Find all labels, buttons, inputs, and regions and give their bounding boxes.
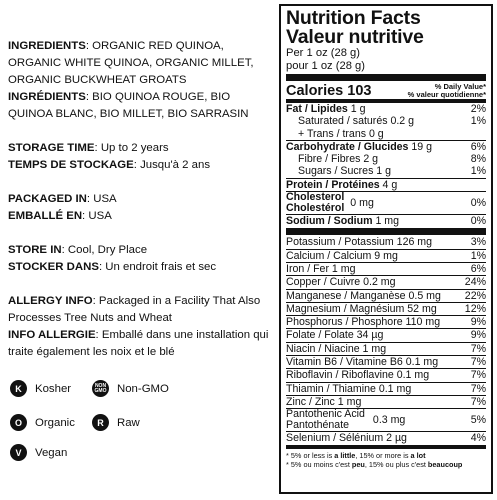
- nutrition-title-fr: Valeur nutritive: [286, 26, 424, 48]
- fat-amount: 1 g: [347, 103, 366, 115]
- ingredients-text: : ORGANIC RED QUINOA, ORGANIC WHITE QUINOA, ORGANIC MILLET, ORGANIC BUCKWHEAT GROATS: [8, 40, 254, 86]
- mineral-dv: 7%: [470, 395, 486, 408]
- protein-amount: 4 g: [379, 178, 398, 191]
- fibre-dv: 8%: [470, 153, 486, 166]
- selenium-dv: 4%: [470, 432, 486, 445]
- mineral-label: Thiamin / Thiamine 0.1 mg: [286, 382, 412, 395]
- mineral-row: [286, 236, 486, 248]
- mineral-dv: 24%: [464, 276, 486, 289]
- mineral-row: [286, 369, 486, 381]
- selenium-row: [286, 432, 486, 444]
- daily-value-header: [408, 83, 486, 99]
- store-fr-text: : Un endroit frais et sec: [98, 261, 217, 273]
- pantothenic-row: [286, 409, 486, 431]
- mineral-label: Copper / Cuivre 0.2 mg: [286, 276, 396, 289]
- store-text: : Cool, Dry Place: [61, 244, 148, 256]
- packaged-fr-label: EMBALLÉ EN: [8, 210, 83, 222]
- nutrition-title-en: Nutrition Facts: [286, 7, 421, 29]
- mineral-row: [286, 303, 486, 315]
- cholesterol-amount: 0 mg: [350, 197, 374, 210]
- calories-row: [286, 83, 486, 99]
- mineral-row: [286, 343, 486, 355]
- ingredients-block: [8, 38, 276, 123]
- sugars-dv: 1%: [470, 165, 486, 178]
- storage-text: : Up to 2 years: [94, 142, 169, 154]
- organic-badge: [10, 414, 75, 431]
- organic-label: Organic: [35, 416, 75, 429]
- saturated-dv: 1%: [470, 115, 486, 128]
- fat-dv: 2%: [470, 103, 486, 115]
- carb-row: [286, 141, 486, 153]
- vegan-icon: V: [10, 444, 27, 461]
- kosher-badge: [10, 380, 71, 397]
- nongmo-badge: [92, 380, 169, 397]
- cholesterol-label-en: Cholesterol: [286, 191, 345, 204]
- mineral-label: Calcium / Calcium 9 mg: [286, 249, 398, 262]
- ingredients-fr-text: : BIO QUINOA ROUGE, BIO QUINOA BLANC, BIO MILLET, BIO SARRASIN: [8, 91, 249, 120]
- sugars-row: [286, 165, 486, 177]
- sodium-row: [286, 215, 486, 227]
- selenium-label: Selenium / Sélénium 2 µg: [286, 432, 407, 445]
- fat-label: Fat / Lipides: [286, 103, 348, 115]
- mineral-label: Iron / Fer 1 mg: [286, 262, 356, 275]
- protein-row: [286, 179, 486, 191]
- mineral-label: Phosphorus / Phosphore 110 mg: [286, 316, 441, 329]
- cholesterol-label-fr: Cholestérol: [286, 202, 345, 215]
- carb-amount: 19 g: [408, 140, 433, 153]
- mineral-dv: 7%: [470, 382, 486, 395]
- sodium-label: Sodium / Sodium: [286, 215, 373, 228]
- mineral-label: Zinc / Zinc 1 mg: [286, 395, 362, 408]
- storage-fr-label: TEMPS DE STOCKAGE: [8, 159, 134, 171]
- mineral-label: Niacin / Niacine 1 mg: [286, 342, 387, 355]
- serving-en: Per 1 oz (28 g): [286, 47, 360, 59]
- mineral-row: [286, 263, 486, 275]
- fibre-row: [286, 153, 486, 165]
- nongmo-label: Non-GMO: [117, 382, 169, 395]
- mineral-row: [286, 356, 486, 368]
- raw-label: Raw: [117, 416, 140, 429]
- nutrition-facts-panel: [279, 4, 493, 494]
- sodium-dv: 0%: [470, 215, 486, 228]
- sodium-amount: 1 mg: [372, 215, 400, 228]
- mineral-dv: 12%: [464, 302, 486, 315]
- mineral-label: Riboflavin / Riboflavine 0.1 mg: [286, 369, 430, 382]
- mineral-dv: 6%: [470, 262, 486, 275]
- mineral-row: [286, 316, 486, 328]
- cholesterol-row: [286, 192, 486, 214]
- allergy-block: [8, 293, 276, 361]
- saturated-label: Saturated / saturés 0.2 g: [298, 115, 415, 128]
- mineral-dv: 3%: [470, 236, 486, 249]
- panto-label-fr: Pantothénate: [286, 419, 350, 432]
- non-gmo-icon: NON GMO: [92, 380, 109, 397]
- kosher-label: Kosher: [35, 382, 72, 395]
- cholesterol-dv: 0%: [470, 197, 486, 210]
- serving-fr: pour 1 oz (28 g): [286, 59, 365, 72]
- allergy-text: : Packaged in a Facility That Also Processes Tree Nuts and Wheat: [8, 295, 261, 324]
- mineral-row: [286, 250, 486, 262]
- divider: [286, 228, 486, 235]
- raw-icon: R: [92, 414, 109, 431]
- mineral-dv: 9%: [470, 329, 486, 342]
- fat-row: [286, 103, 486, 115]
- sugars-label: Sugars / Sucres 1 g: [298, 165, 392, 178]
- trans-row: [286, 128, 486, 140]
- mineral-label: Magnesium / Magnésium 52 mg: [286, 302, 437, 315]
- saturated-row: [286, 115, 486, 127]
- minerals-list: [286, 236, 486, 409]
- storage-label: STORAGE TIME: [8, 142, 95, 154]
- divider: [286, 74, 486, 81]
- carb-label: Carbohydrate / Glucides: [286, 140, 409, 153]
- mineral-dv: 7%: [470, 369, 486, 382]
- panto-dv: 5%: [470, 414, 486, 427]
- storage-fr-text: : Jusqu'à 2 ans: [133, 159, 211, 171]
- product-info: [8, 38, 276, 378]
- store-block: [8, 242, 276, 276]
- carb-dv: 6%: [470, 140, 486, 153]
- panto-label-en: Pantothenic Acid: [286, 408, 365, 421]
- mineral-row: [286, 290, 486, 302]
- mineral-dv: 22%: [464, 289, 486, 302]
- mineral-dv: 1%: [470, 249, 486, 262]
- ingredients-label: INGREDIENTS: [8, 40, 86, 52]
- calories: Calories 103: [286, 83, 372, 99]
- mineral-dv: 7%: [470, 342, 486, 355]
- mineral-label: Potassium / Potassium 126 mg: [286, 236, 433, 249]
- packaged-fr-text: : USA: [82, 210, 112, 222]
- mineral-label: Vitamin B6 / Vitamine B6 0.1 mg: [286, 356, 439, 369]
- store-fr-label: STOCKER DANS: [8, 261, 99, 273]
- kosher-icon: K: [10, 380, 27, 397]
- packaged-block: [8, 191, 276, 225]
- trans-label: + Trans / trans 0 g: [298, 127, 384, 140]
- allergy-label: ALLERGY INFO: [8, 295, 93, 307]
- allergy-fr-text: : Emballé dans une installation qui traite également les noix et le blé: [8, 329, 269, 358]
- mineral-row: [286, 383, 486, 395]
- dv-fr: % valeur quotidienne*: [407, 90, 486, 99]
- mineral-label: Manganese / Manganèse 0.5 mg: [286, 289, 441, 302]
- footnote: * 5% or less is a little, 15% or more is a lot * 5% ou moins c'est peu, 15% ou plus c'est beaucoup: [286, 450, 463, 469]
- fibre-label: Fibre / Fibres 2 g: [298, 153, 379, 166]
- store-label: STORE IN: [8, 244, 62, 256]
- mineral-row: [286, 396, 486, 408]
- organic-icon: O: [10, 414, 27, 431]
- vegan-badge: [10, 444, 67, 461]
- mineral-row: [286, 276, 486, 288]
- raw-badge: [92, 414, 140, 431]
- packaged-text: : USA: [86, 193, 117, 205]
- mineral-row: [286, 329, 486, 341]
- panto-amount: 0.3 mg: [372, 414, 406, 427]
- ingredients-fr-label: INGRÉDIENTS: [8, 91, 86, 103]
- mineral-dv: 7%: [470, 356, 486, 369]
- packaged-label: PACKAGED IN: [8, 193, 87, 205]
- allergy-fr-label: INFO ALLERGIE: [8, 329, 96, 341]
- protein-label: Protein / Protéines: [286, 178, 380, 191]
- mineral-dv: 9%: [470, 316, 486, 329]
- mineral-label: Folate / Folate 34 µg: [286, 329, 384, 342]
- dv-en: % Daily Value*: [434, 82, 486, 91]
- storage-block: [8, 140, 276, 174]
- vegan-label: Vegan: [35, 446, 68, 459]
